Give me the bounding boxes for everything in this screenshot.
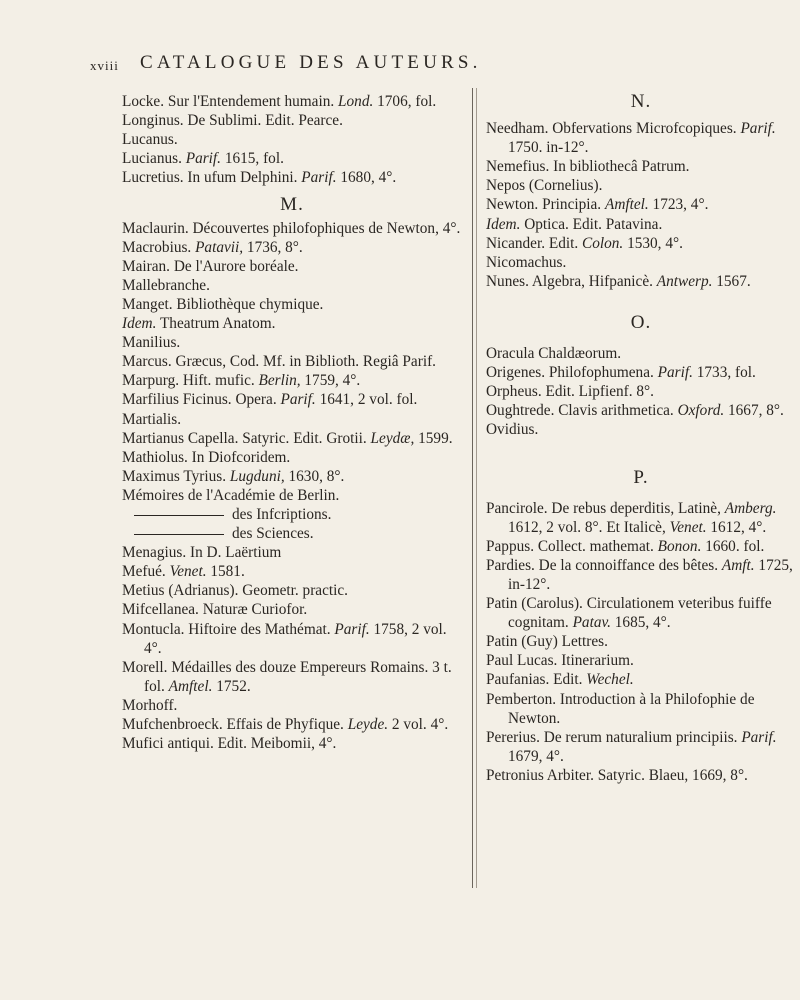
entry-place: Venet. xyxy=(169,563,207,581)
entry-text: Nemefius. In bibliothecâ Patrum. xyxy=(486,158,690,176)
entry-text: Macrobius. xyxy=(122,238,196,256)
catalogue-entry xyxy=(486,420,796,439)
entry-text: Oughtrede. Clavis arithmetica. xyxy=(486,402,678,420)
entries-p-group xyxy=(486,499,796,785)
catalogue-entry xyxy=(486,499,796,537)
entry-place: Venet. xyxy=(669,518,707,536)
catalogue-entry xyxy=(486,690,796,728)
entry-details: 1679, 4°. xyxy=(508,747,564,765)
entry-details: 2 vol. 4°. xyxy=(388,716,449,733)
catalogue-entry xyxy=(486,728,796,766)
entry-text: Montucla. Hiftoire des Mathémat. xyxy=(122,620,335,638)
entry-text: Nicomachus. xyxy=(486,253,567,271)
entry-text: Pappus. Collect. mathemat. xyxy=(486,537,658,555)
entry-text: Mémoires de l'Académie de Berlin. xyxy=(122,486,340,504)
entry-text: Manget. Bibliothèque chymique. xyxy=(122,295,324,313)
entry-text: Pancirole. De rebus deperditis, Latinè, xyxy=(486,499,725,517)
entry-text: Pardies. De la connoiffance des bêtes. xyxy=(486,556,722,574)
entry-text: Nicander. Edit. xyxy=(486,234,583,252)
catalogue-entry xyxy=(486,344,796,363)
entries-m-group-2 xyxy=(122,543,462,753)
catalogue-entry xyxy=(122,410,462,429)
entry-text: Mufici antiqui. Edit. Meibomii, 4°. xyxy=(122,735,337,753)
catalogue-entry xyxy=(486,556,796,594)
entry-details: 1667, 8°. xyxy=(724,402,784,420)
entry-text: Nepos (Cornelius). xyxy=(486,177,603,195)
catalogue-entry-ditto xyxy=(134,505,462,524)
entry-text: Locke. Sur l'Entendement humain. xyxy=(122,93,339,110)
catalogue-entry xyxy=(122,238,462,257)
catalogue-entry xyxy=(122,371,462,390)
entry-text: Marpurg. Hift. mufic. xyxy=(122,372,259,390)
entry-details: 1736, 8°. xyxy=(243,238,303,256)
catalogue-entry xyxy=(486,382,796,401)
entry-text: Maclaurin. Découvertes philofophiques de Newton, 4°. xyxy=(122,219,461,237)
entry-text: Pererius. De rerum naturalium principiis. xyxy=(486,728,742,746)
catalogue-entry xyxy=(486,157,796,176)
section-letter-m: M. xyxy=(280,194,304,216)
entry-details: Optica. Edit. Patavina. xyxy=(520,215,663,233)
entries-m-group xyxy=(122,219,462,505)
entry-place: Idem. xyxy=(486,215,521,233)
catalogue-entry xyxy=(486,401,796,420)
entry-text: Needham. Obfervations Microfcopiques. xyxy=(486,120,741,138)
entry-details: 1706, fol. xyxy=(373,93,437,110)
entry-text: Mufchenbroeck. Effais de Phyfique. xyxy=(122,716,348,733)
entry-text: Paul Lucas. Itinerarium. xyxy=(486,652,634,670)
entry-text: Longinus. De Sublimi. Edit. Pearce. xyxy=(122,112,343,130)
entry-text: Newton. Principia. xyxy=(486,196,605,214)
catalogue-entry xyxy=(122,429,462,448)
entry-text: Manilius. xyxy=(122,334,181,352)
entry-details: 1581. xyxy=(206,563,245,581)
entry-text: Morell. Médailles des douze Empereurs Romains. 3 t. fol. xyxy=(122,658,452,695)
entry-text: Metius (Adrianus). Geometr. practic. xyxy=(122,582,348,600)
catalogue-entry xyxy=(122,562,462,581)
catalogue-entry xyxy=(122,715,462,734)
entry-place: Oxford. xyxy=(677,402,725,420)
entry-text: Paufanias. Edit. xyxy=(486,671,587,689)
catalogue-entry xyxy=(486,537,796,556)
catalogue-entry xyxy=(486,195,796,214)
catalogue-entry xyxy=(122,486,462,505)
catalogue-entry xyxy=(122,658,462,696)
entry-text: Origenes. Philofophumena. xyxy=(486,364,658,382)
catalogue-entry xyxy=(122,92,462,111)
entry-text: Marcus. Græcus, Cod. Mf. in Biblioth. Regiâ Parif. xyxy=(122,353,436,371)
entry-place: Amberg. xyxy=(724,499,777,517)
entry-place: Amftel. xyxy=(168,677,213,695)
entry-details: 1530, 4°. xyxy=(623,234,683,252)
catalogue-entry xyxy=(122,219,462,238)
entry-details: 1750. in-12°. xyxy=(508,139,589,157)
column-rule xyxy=(472,88,473,888)
catalogue-entry xyxy=(122,295,462,314)
catalogue-entry xyxy=(486,215,796,234)
entry-text: Mathiolus. In Diofcoridem. xyxy=(122,448,291,466)
entry-place: Parif. xyxy=(334,620,370,638)
entry-details: 1758, 2 vol. 4°. xyxy=(144,620,447,657)
entry-details: 1660. fol. xyxy=(701,537,765,555)
ditto-dash xyxy=(134,515,224,516)
entry-details: 1759, 4°. xyxy=(300,372,361,390)
entry-place: Patavii, xyxy=(195,238,244,256)
catalogue-entry xyxy=(486,363,796,382)
page-number: xviii xyxy=(90,58,119,73)
entry-text: Lucanus. xyxy=(122,131,178,149)
entry-details: 1630, 8°. xyxy=(284,467,345,485)
catalogue-entry xyxy=(486,651,796,670)
section-letter-p: P. xyxy=(633,466,649,488)
entry-details: 1723, 4°. xyxy=(648,196,709,214)
entry-text: des Infcriptions. xyxy=(232,505,332,523)
entry-place: Parif. xyxy=(740,120,776,138)
entry-place: Leyde. xyxy=(347,716,389,733)
entry-details: 1685, 4°. xyxy=(610,614,671,632)
entry-text: des Sciences. xyxy=(232,525,314,543)
entry-text: Lucretius. In ufum Delphini. xyxy=(122,169,302,187)
entries-l-group xyxy=(122,92,462,187)
entry-text: Mefué. xyxy=(122,563,170,581)
entry-details: 1612, 4°. xyxy=(706,518,767,536)
entry-place: Parif. xyxy=(741,728,777,746)
entry-place: Leydæ, xyxy=(370,429,415,447)
catalogue-entry xyxy=(122,696,462,715)
entry-details: Theatrum Anatom. xyxy=(156,315,276,333)
catalogue-entry xyxy=(122,314,462,333)
left-column xyxy=(122,92,462,753)
entry-text: Martianus Capella. Satyric. Edit. Grotii. xyxy=(122,429,371,447)
entry-text: Martialis. xyxy=(122,410,182,428)
entry-text: Mallebranche. xyxy=(122,276,210,294)
section-letter-o: O. xyxy=(630,311,652,333)
entries-memoires-group xyxy=(122,505,462,543)
entry-place: Parif. xyxy=(657,364,693,382)
entry-details: 1752. xyxy=(212,677,251,695)
entry-text: Marfilius Ficinus. Opera. xyxy=(122,391,281,409)
entry-details: 1612, 2 vol. 8°. Et Italicè, xyxy=(508,518,670,536)
entry-text: Petronius Arbiter. Satyric. Blaeu, 1669, 8°. xyxy=(486,766,748,784)
catalogue-entry xyxy=(122,620,462,658)
entry-place: Patav. xyxy=(572,614,611,632)
entry-text: Lucianus. xyxy=(122,150,186,168)
entry-text: Mairan. De l'Aurore boréale. xyxy=(122,257,299,275)
entry-place: Colon. xyxy=(582,234,624,252)
entry-text: Patin (Carolus). Circulationem veteribus fuiffe cognitam. xyxy=(486,595,772,632)
catalogue-entry xyxy=(122,168,462,187)
catalogue-entry xyxy=(122,149,462,168)
catalogue-entry xyxy=(122,352,462,371)
entries-o-group xyxy=(486,344,796,439)
entry-text: Nunes. Algebra, Hifpanicè. xyxy=(486,272,657,290)
entry-place: Antwerp. xyxy=(656,272,713,290)
catalogue-entry xyxy=(122,543,462,562)
entry-text: Maximus Tyrius. xyxy=(122,467,230,485)
section-letter-n: N. xyxy=(630,91,652,112)
entry-details: 1725, in-12°. xyxy=(508,556,793,593)
entry-place: Bonon. xyxy=(657,537,702,555)
entry-place: Lond. xyxy=(338,93,374,110)
column-rule-inner xyxy=(476,88,477,888)
catalogue-entry xyxy=(486,176,796,195)
entry-text: Menagius. In D. Laërtium xyxy=(122,544,282,562)
entry-details: 1680, 4°. xyxy=(336,169,397,187)
entry-place: Amft. xyxy=(721,556,755,574)
entry-details: 1733, fol. xyxy=(692,364,756,382)
entry-place: Parif. xyxy=(280,391,316,409)
entry-text: Pemberton. Introduction à la Philofophie de Newton. xyxy=(486,690,755,727)
catalogue-entry xyxy=(486,594,796,632)
entry-text: Morhoff. xyxy=(122,696,178,714)
entries-n-group xyxy=(486,119,796,291)
ditto-dash xyxy=(134,534,224,535)
catalogue-entry xyxy=(122,467,462,486)
catalogue-entry xyxy=(486,253,796,272)
catalogue-entry xyxy=(486,234,796,253)
entry-place: Berlin, xyxy=(258,372,301,390)
catalogue-entry xyxy=(122,111,462,130)
entry-text: Mifcellanea. Naturæ Curiofor. xyxy=(122,601,308,619)
catalogue-entry-ditto xyxy=(134,524,462,543)
catalogue-entry xyxy=(122,257,462,276)
entry-details: 1599. xyxy=(414,429,453,447)
catalogue-entry xyxy=(122,448,462,467)
entry-place: Parif. xyxy=(301,169,337,187)
catalogue-entry xyxy=(122,390,462,409)
entry-place: Lugduni, xyxy=(229,467,285,485)
catalogue-entry xyxy=(122,276,462,295)
running-head: CATALOGUE DES AUTEURS. xyxy=(140,52,482,73)
entry-place: Idem. xyxy=(122,315,157,333)
entry-place: Parif. xyxy=(185,150,222,168)
entry-text: Ovidius. xyxy=(486,421,539,439)
entry-text: Patin (Guy) Lettres. xyxy=(486,633,608,651)
entry-text: Oracula Chaldæorum. xyxy=(486,345,622,363)
catalogue-entry xyxy=(486,766,796,785)
catalogue-entry xyxy=(486,632,796,651)
catalogue-entry xyxy=(486,272,796,291)
entry-place: Amftel. xyxy=(604,196,649,214)
page-header xyxy=(90,52,770,82)
entry-place: Wechel. xyxy=(586,671,634,689)
entry-details: 1567. xyxy=(712,272,751,290)
entry-details: 1641, 2 vol. fol. xyxy=(315,391,418,409)
catalogue-entry xyxy=(122,600,462,619)
catalogue-entry xyxy=(122,130,462,149)
entry-details: 1615, fol. xyxy=(221,150,284,168)
catalogue-entry xyxy=(122,581,462,600)
catalogue-entry xyxy=(122,734,462,753)
catalogue-entry xyxy=(486,119,796,157)
right-column xyxy=(486,92,796,785)
catalogue-entry xyxy=(122,333,462,352)
entry-text: Orpheus. Edit. Lipfienf. 8°. xyxy=(486,383,654,401)
catalogue-entry xyxy=(486,670,796,689)
